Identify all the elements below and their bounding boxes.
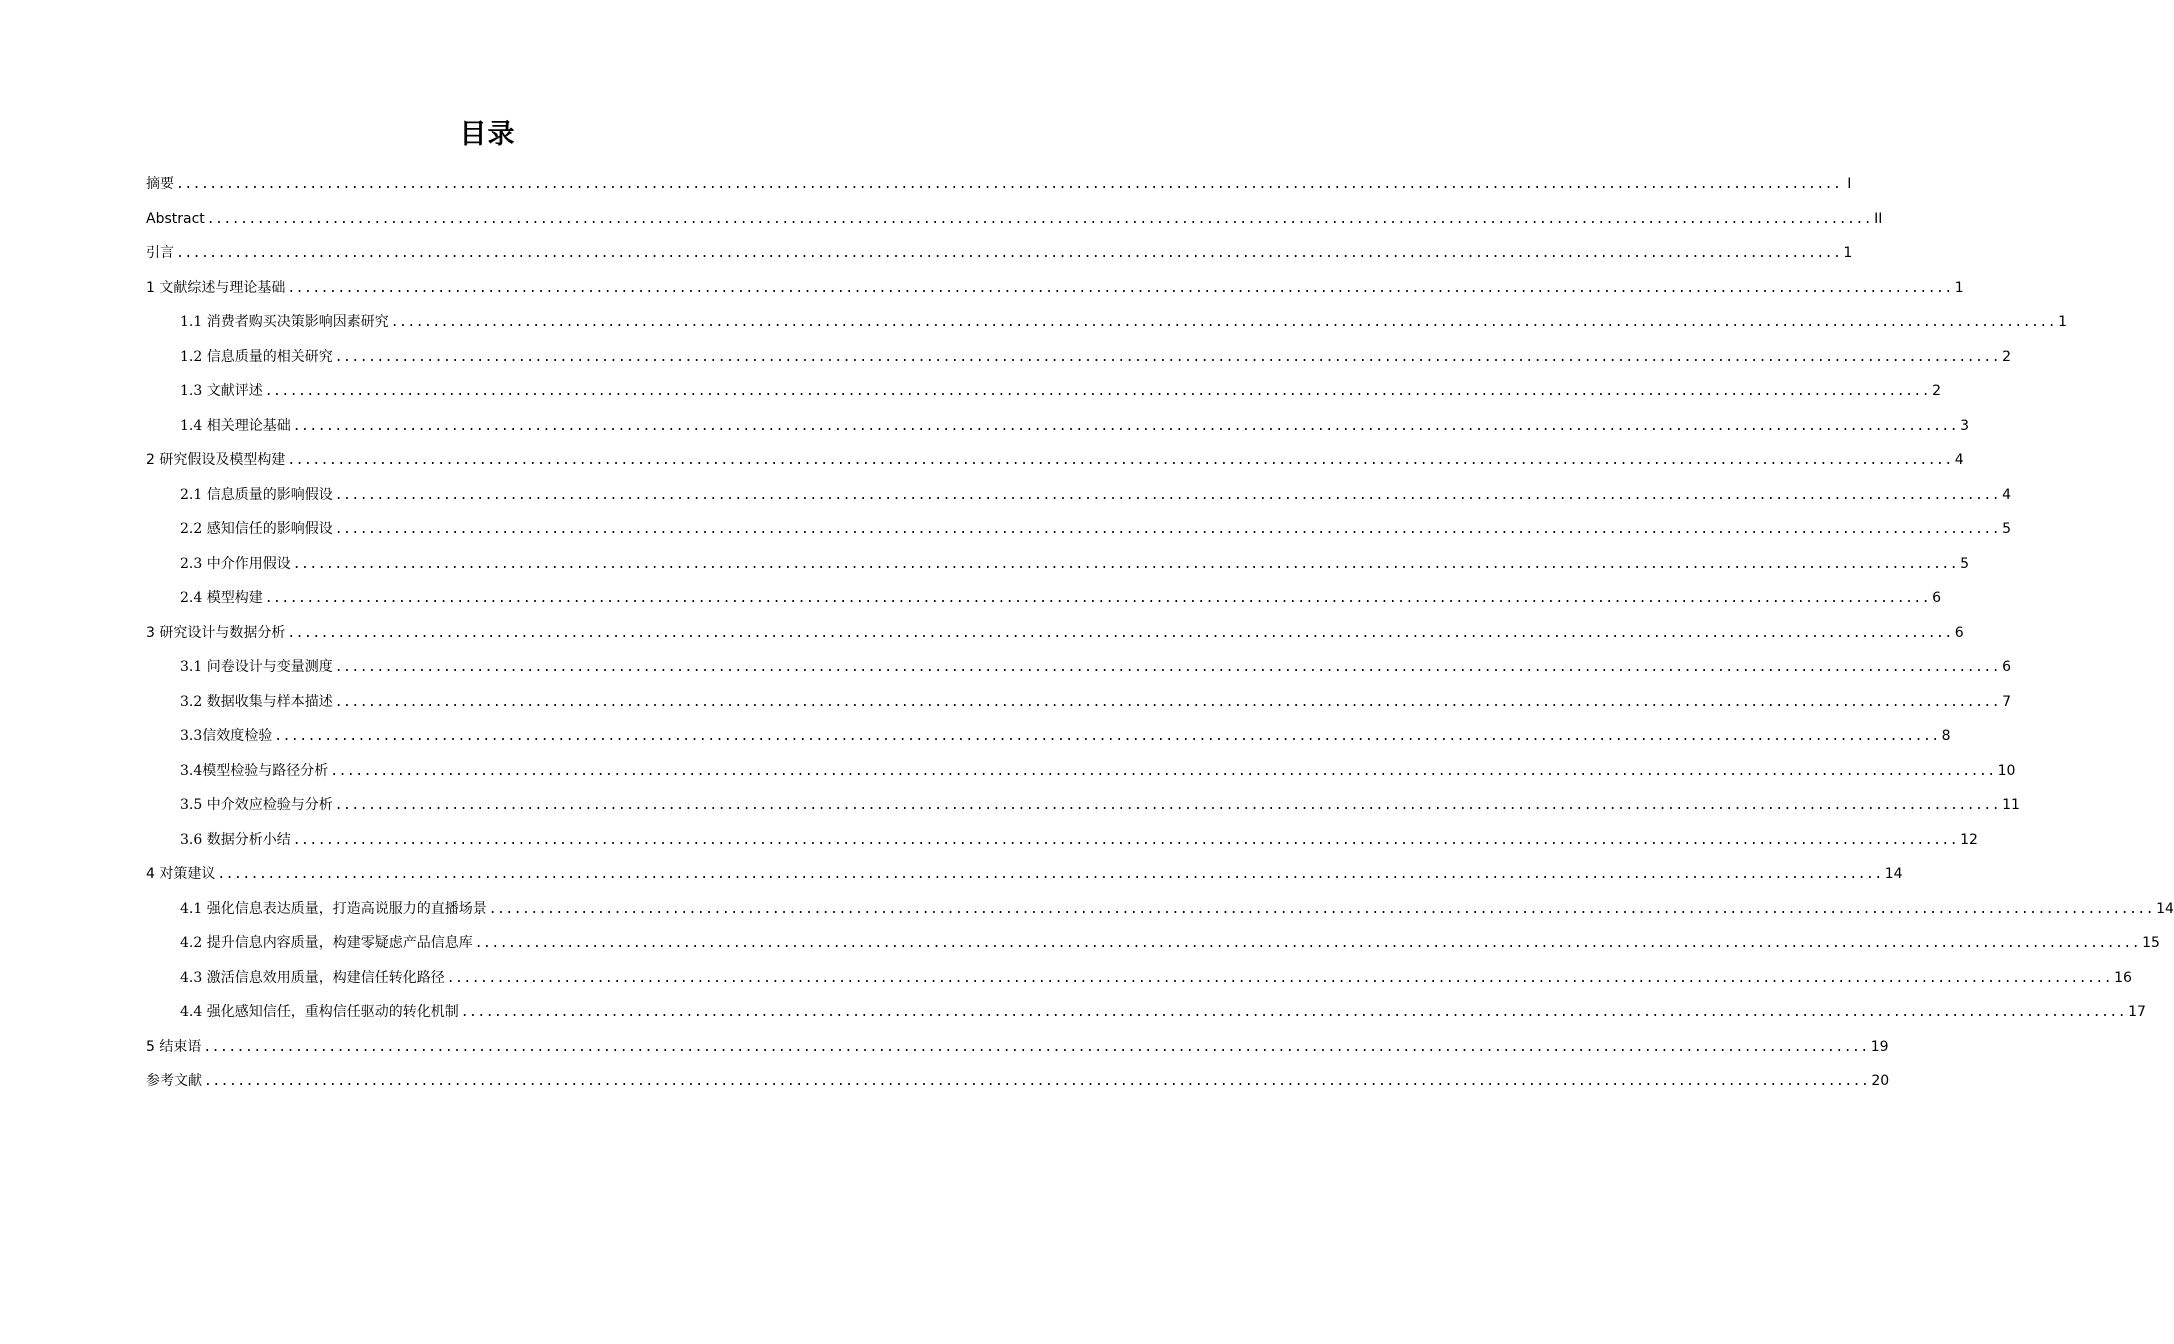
toc-entry-label: 2.1 信息质量的影响假设 <box>180 486 333 503</box>
toc-entry-page-number: 1 <box>2058 314 2067 330</box>
toc-entry[interactable] <box>146 690 2011 725</box>
toc-entry-page-number: 19 <box>1870 1038 1889 1055</box>
toc-entry-page-number: 3 <box>1960 417 1969 434</box>
dot-leader: ........................................................................................................................................................................................................ <box>176 246 1842 261</box>
dot-leader: ........................................................................................................................................................................................................ <box>334 522 2001 537</box>
toc-entry-label: 参考文献 <box>146 1073 202 1089</box>
toc-entry-label: 1.3 文献评述 <box>180 383 263 399</box>
toc-entry-label: 4.4 强化感知信任，重构信任驱动的转化机制 <box>180 1004 459 1020</box>
toc-entry-label: 1.2 信息质量的相关研究 <box>180 348 333 365</box>
toc-entry-page-number: 2 <box>1932 383 1941 399</box>
toc-entry-page-number: 6 <box>1932 590 1941 606</box>
dot-leader: ........................................................................................................................................................................................................ <box>330 763 1996 779</box>
toc-entry-page-number: 5 <box>2002 521 2011 537</box>
toc-entry[interactable] <box>146 966 2132 1001</box>
toc-entry-label: 3.6 数据分析小结 <box>180 831 291 848</box>
dot-leader: ........................................................................................................................................................................................................ <box>287 453 1953 468</box>
toc-entry-label: 1.1 消费者购买决策影响因素研究 <box>180 314 389 330</box>
toc-entry[interactable] <box>146 586 1941 621</box>
toc-entry[interactable] <box>146 345 2011 380</box>
dot-leader: ........................................................................................................................................................................................................ <box>334 694 2001 710</box>
toc-entry-label: 3 研究设计与数据分析 <box>146 624 286 641</box>
toc-entry[interactable] <box>146 1035 1889 1070</box>
toc-entry-page-number: 10 <box>1997 762 2016 779</box>
toc-entry-page-number: II <box>1874 210 1883 227</box>
toc-entry-page-number: 4 <box>2002 486 2011 503</box>
toc-entry-label: 4 对策建议 <box>146 866 216 882</box>
toc-entry-page-number: 12 <box>1960 831 1978 848</box>
dot-leader: ........................................................................................................................................................................................................ <box>460 1005 2127 1020</box>
dot-leader: ........................................................................................................................................................................................................ <box>334 798 2001 813</box>
toc-entry-label: 2.2 感知信任的影响假设 <box>180 521 333 537</box>
toc-entry-label: 3.1 问卷设计与变量测度 <box>180 659 333 675</box>
toc-entry-label: 摘要 <box>146 176 174 192</box>
toc-entry-page-number: 4 <box>1954 452 1964 468</box>
dot-leader: ........................................................................................................................................................................................................ <box>176 177 1842 192</box>
toc-entry[interactable] <box>146 793 2020 828</box>
toc-entry-label: 4.1 强化信息表达质量，打造高说服力的直播场景 <box>180 900 487 917</box>
dot-leader: ........................................................................................................................................................................................................ <box>390 315 2057 330</box>
toc-entry-page-number: 14 <box>2156 900 2174 917</box>
toc-entry-label: 3.4模型检验与路径分析 <box>180 762 329 779</box>
toc-entry[interactable] <box>146 862 1903 897</box>
dot-leader: ........................................................................................................................................................................................................ <box>334 660 2001 675</box>
toc-entry-label: 引言 <box>146 245 174 261</box>
toc-entry-page-number: 17 <box>2128 1004 2146 1020</box>
table-of-contents <box>146 172 2174 1104</box>
toc-entry[interactable] <box>146 759 2016 794</box>
dot-leader: ........................................................................................................................................................................................................ <box>287 280 1953 296</box>
toc-entry-page-number: 11 <box>2002 797 2020 813</box>
toc-entry[interactable] <box>146 655 2011 690</box>
dot-leader: ........................................................................................................................................................................................................ <box>488 901 2155 917</box>
dot-leader: ........................................................................................................................................................................................................ <box>292 418 1959 434</box>
toc-entry-page-number: 8 <box>1941 728 1951 744</box>
toc-entry[interactable] <box>146 1000 2146 1035</box>
toc-entry-page-number: 14 <box>1884 866 1903 882</box>
toc-entry[interactable] <box>146 1069 1890 1104</box>
toc-entry-label: 5 结束语 <box>146 1038 202 1055</box>
dot-leader: ........................................................................................................................................................................................................ <box>264 384 1931 399</box>
dot-leader: ........................................................................................................................................................................................................ <box>287 625 1953 641</box>
dot-leader: ........................................................................................................................................................................................................ <box>274 729 1940 744</box>
toc-entry[interactable] <box>146 517 2011 552</box>
toc-entry-page-number: 2 <box>2002 348 2011 365</box>
toc-entry-page-number: 5 <box>1960 555 1969 572</box>
toc-entry[interactable] <box>146 172 1852 207</box>
dot-leader: ........................................................................................................................................................................................................ <box>292 832 1959 848</box>
toc-entry-label: 3.5 中介效应检验与分析 <box>180 797 333 813</box>
page-title: 目录 <box>459 119 516 150</box>
toc-entry-label: 2.3 中介作用假设 <box>180 555 291 572</box>
toc-entry[interactable] <box>146 724 1951 759</box>
dot-leader: ........................................................................................................................................................................................................ <box>292 556 1959 572</box>
dot-leader: ........................................................................................................................................................................................................ <box>334 349 2001 365</box>
toc-entry-page-number: 6 <box>2002 659 2011 675</box>
dot-leader: ........................................................................................................................................................................................................ <box>206 211 1873 227</box>
toc-entry[interactable] <box>146 552 1969 587</box>
toc-entry[interactable] <box>146 621 1964 656</box>
toc-entry-page-number: 1 <box>1954 279 1964 296</box>
toc-entry-label: 3.2 数据收集与样本描述 <box>180 693 333 710</box>
toc-entry-page-number: 20 <box>1871 1073 1890 1089</box>
dot-leader: ........................................................................................................................................................................................................ <box>334 487 2001 503</box>
dot-leader: ........................................................................................................................................................................................................ <box>474 936 2141 951</box>
toc-entry[interactable] <box>146 931 2160 966</box>
dot-leader: ........................................................................................................................................................................................................ <box>264 591 1931 606</box>
toc-entry-label: 4.3 激活信息效用质量，构建信任转化路径 <box>180 969 445 986</box>
toc-entry-label: 1 文献综述与理论基础 <box>146 279 286 296</box>
toc-entry[interactable] <box>146 897 2174 932</box>
toc-entry-page-number: 1 <box>1843 245 1853 261</box>
dot-leader: ........................................................................................................................................................................................................ <box>446 970 2113 986</box>
toc-entry[interactable] <box>146 828 1978 863</box>
dot-leader: ........................................................................................................................................................................................................ <box>203 1039 1869 1055</box>
toc-entry-page-number: I <box>1847 176 1852 192</box>
toc-entry-page-number: 15 <box>2142 935 2160 951</box>
toc-entry-page-number: 6 <box>1954 624 1964 641</box>
toc-entry[interactable] <box>146 310 2067 345</box>
toc-entry-label: 4.2 提升信息内容质量，构建零疑虑产品信息库 <box>180 935 473 951</box>
toc-entry[interactable] <box>146 379 1941 414</box>
toc-entry[interactable] <box>146 207 1883 242</box>
toc-entry[interactable] <box>146 414 1969 449</box>
toc-entry-label: 2.4 模型构建 <box>180 590 263 606</box>
toc-entry-page-number: 16 <box>2114 969 2132 986</box>
dot-leader: ........................................................................................................................................................................................................ <box>204 1074 1870 1089</box>
toc-entry-label: 1.4 相关理论基础 <box>180 417 291 434</box>
toc-entry-page-number: 7 <box>2002 693 2011 710</box>
toc-entry-label: 3.3信效度检验 <box>180 728 273 744</box>
toc-entry-label: 2 研究假设及模型构建 <box>146 452 286 468</box>
toc-entry[interactable] <box>146 241 1853 276</box>
toc-entry[interactable] <box>146 483 2011 518</box>
toc-entry-label: Abstract <box>146 210 205 227</box>
toc-entry[interactable] <box>146 276 1964 311</box>
dot-leader: ........................................................................................................................................................................................................ <box>217 867 1883 882</box>
toc-entry[interactable] <box>146 448 1964 483</box>
